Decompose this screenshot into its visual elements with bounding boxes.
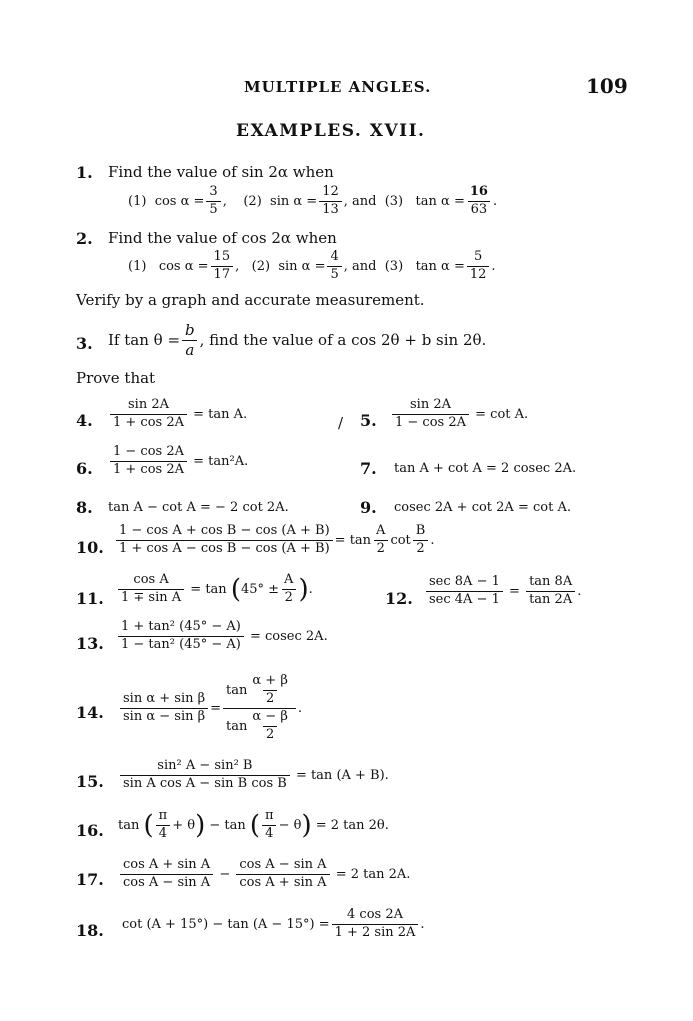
exercise-7-text: tan A + cot A = 2 cosec 2A. — [394, 461, 577, 476]
exercise-1-number: 1. — [76, 163, 93, 182]
exercise-18-number: 18. — [76, 921, 104, 940]
exercise-18-body: cot (A + 15°) − tan (A − 15°) = $\frac{4 \cos 2A}{1 + 2 \sin 2A}$ . — [122, 907, 425, 940]
exercise-9-text: cosec 2A + cot 2A = cot A. — [394, 500, 571, 515]
exercise-1-text: Find the value of sin 2α when — [108, 163, 334, 181]
exercise-14-number: 14. — [76, 703, 104, 722]
exercise-13-body: $\frac{\text{1 + tan² (45° − A)}}{\text{1 − tan² (45° − A)}}$ = cosec 2A. — [116, 620, 328, 653]
exercise-2-parts: (1) cos α = $\frac{15}{17}$ , (2) sin α = $\frac{4}{5}$ , and (3) tan α = $\frac{5}{12}$ . — [128, 249, 496, 282]
exercise-9-number: 9. — [360, 498, 377, 517]
exercise-3-number: 3. — [76, 334, 93, 353]
exercise-6-body: $\frac{1 - \cos 2A}{1 + \cos 2A}$ = tan²A. — [108, 445, 248, 478]
exercise-12-number: 12. — [385, 589, 413, 608]
exercise-17-body: $\frac{\text{cos A + sin A}}{\text{cos A − sin A}}$ − $\frac{\text{cos A − sin A}}{\text{cos A + sin A}}$ = 2 tan 2A. — [118, 858, 410, 891]
exercise-17-number: 17. — [76, 870, 104, 889]
exercise-10-number: 10. — [76, 538, 104, 557]
exercise-13-number: 13. — [76, 634, 104, 653]
exercise-15-body: $\frac{\text{sin² A − sin² B}}{\text{sin A cos A − sin B cos B}}$ = tan (A + B). — [118, 759, 389, 792]
running-title: MULTIPLE ANGLES. — [244, 78, 432, 96]
exercise-8-text: tan A − cot A = − 2 cot 2A. — [108, 500, 289, 515]
exercise-12-body: $\frac{\sec 8A - 1}{\sec 4A - 1}$ = $\frac{\tan 8A}{\tan 2A}$ . — [424, 575, 581, 608]
exercise-8-number: 8. — [76, 498, 93, 517]
pencil-mark: / — [338, 414, 344, 432]
exercise-5-body: $\frac{\sin 2A}{1 - \cos 2A}$ = cot A. — [390, 398, 528, 431]
exercise-2-text: Find the value of cos 2α when — [108, 229, 337, 247]
exercise-10-body: $\frac{\text{1 − cos A + cos B − cos (A + B)}}{\text{1 + cos A − cos B − cos (A + B)}}$ = tan $\frac{A}{2}$ cot $\frac{B}{2}$ . — [114, 524, 434, 557]
exercise-7-number: 7. — [360, 459, 377, 478]
page-number: 109 — [586, 74, 628, 98]
exercise-2-number: 2. — [76, 229, 93, 248]
exercise-11-body: $\frac{\text{cos A}}{\text{1 ∓ sin A}}$ = tan (45° ± $\frac{A}{2}$ ). — [116, 573, 313, 606]
exercise-4-body: $\frac{\sin 2A}{1 + \cos 2A}$ = tan A. — [108, 398, 247, 431]
verify-note: Verify by a graph and accurate measurement. — [76, 291, 425, 309]
exercise-6-number: 6. — [76, 459, 93, 478]
exercise-4-number: 4. — [76, 411, 93, 430]
prove-heading: Prove that — [76, 369, 156, 387]
exercise-1-parts: (1) cos α = $\frac{3}{5}$ , (2) sin α = $\frac{12}{13}$ , and (3) tan α = $\frac{16}{63}$ . — [128, 184, 498, 217]
exercise-16-number: 16. — [76, 821, 104, 840]
section-title: EXAMPLES. XVII. — [236, 121, 426, 141]
exercise-16-body: tan ( $\frac{\pi}{4}$ + θ) − tan ( $\frac{\pi}{4}$ − θ) = 2 tan 2θ. — [118, 808, 389, 841]
exercise-11-number: 11. — [76, 589, 104, 608]
exercise-3-body: If tan θ = $\frac{b}{a}$ , find the value of a cos 2θ + b sin 2θ. — [108, 321, 487, 360]
exercise-15-number: 15. — [76, 772, 104, 791]
exercise-14-body: $\frac{\text{sin α + sin β}}{\text{sin α − sin β}}$ = tan $\frac{\alpha + \beta}{2}$ tan $\frac{\alpha - \beta}{2}$ . — [118, 674, 302, 743]
exercise-5-number: 5. — [360, 411, 377, 430]
